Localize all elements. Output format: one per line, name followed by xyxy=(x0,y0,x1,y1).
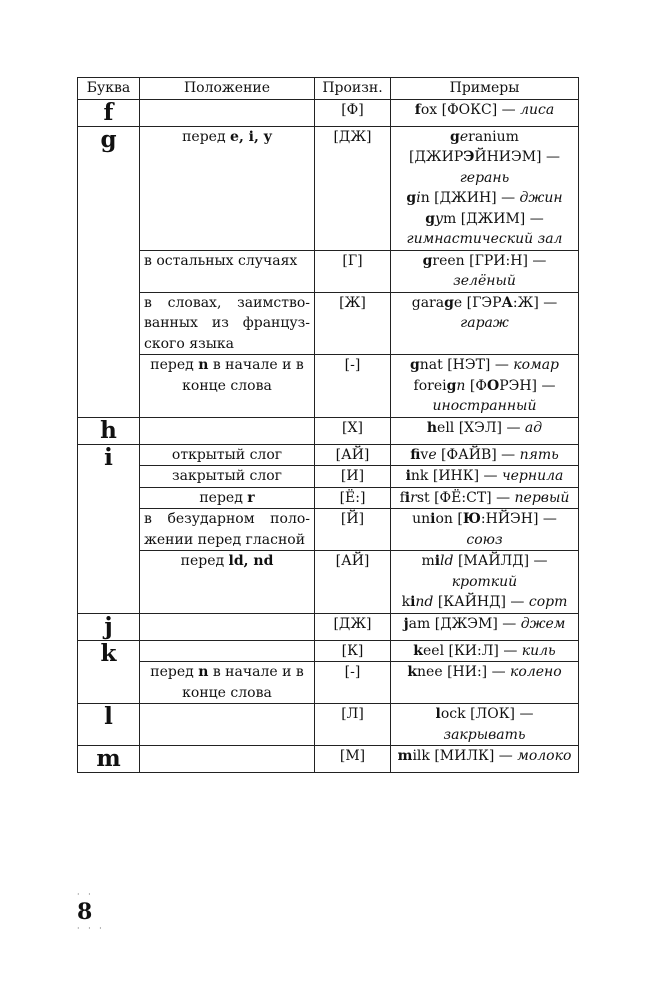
example-part: v xyxy=(420,446,429,463)
example-part: nee [НИ:] — xyxy=(417,664,511,680)
position-part: e, i, y xyxy=(230,128,272,145)
position-cell xyxy=(140,487,315,509)
example-part: f xyxy=(399,489,405,506)
position-cell xyxy=(140,613,315,640)
example-part: Э xyxy=(463,149,475,165)
pronunciation-cell: [Й] xyxy=(315,509,391,551)
example-part: i xyxy=(410,594,416,610)
example-part: гараж xyxy=(460,315,509,331)
example-part: чернила xyxy=(501,468,564,484)
example-part: сорт xyxy=(528,594,568,610)
pronunciation-cell: [Л] xyxy=(315,704,391,746)
example-part: лиса xyxy=(520,101,555,118)
example-part: reen [ГРИ:Н] — xyxy=(432,252,547,269)
example-part: on [ xyxy=(435,511,463,527)
position-cell xyxy=(140,99,315,126)
example-part: ЙНИЭМ] — xyxy=(474,149,560,165)
table-row xyxy=(78,640,579,662)
example-part: кроткий xyxy=(451,573,518,590)
example-part: джем xyxy=(520,615,566,632)
examples-cell xyxy=(391,126,579,250)
example-part: m [ДЖИМ] — xyxy=(442,210,544,227)
example-part: ranium [ДЖИР xyxy=(409,128,519,165)
position-part: n xyxy=(198,664,209,680)
example-part: :Ж] — xyxy=(512,294,558,311)
example-part: e xyxy=(459,128,469,145)
position-part: r xyxy=(247,489,255,506)
examples-cell xyxy=(391,466,579,488)
pronunciation-cell: [Ё:] xyxy=(315,487,391,509)
example-part: союз xyxy=(466,531,503,548)
examples-cell xyxy=(391,509,579,551)
examples-cell xyxy=(391,487,579,509)
example-part: k xyxy=(413,642,423,659)
position-part: в словах, заимствованных из французского языка xyxy=(144,294,310,352)
position-cell xyxy=(140,509,315,551)
pronunciation-cell: [АЙ] xyxy=(315,444,391,466)
example-part: герань xyxy=(459,169,510,186)
position-cell xyxy=(140,466,315,488)
position-cell xyxy=(140,746,315,773)
example-part: n [ДЖИН] — xyxy=(420,190,520,206)
example-line xyxy=(395,355,574,376)
table-body xyxy=(78,99,579,773)
example-line xyxy=(395,466,574,487)
example-part: РЭН] — xyxy=(499,377,556,394)
position-cell xyxy=(140,662,315,704)
position-cell xyxy=(140,292,315,355)
page-ornament-bottom: · · · xyxy=(77,924,105,933)
table-row xyxy=(78,466,579,488)
example-part: О xyxy=(486,377,500,394)
example-part: h xyxy=(426,419,438,436)
example-line xyxy=(395,188,574,209)
examples-cell xyxy=(391,551,579,614)
examples-cell xyxy=(391,99,579,126)
table-row xyxy=(78,551,579,614)
example-line xyxy=(395,662,574,683)
example-part: g xyxy=(450,128,460,145)
table-row xyxy=(78,250,579,292)
position-part: в остальных случаях xyxy=(144,252,298,269)
example-part: nat [НЭТ] — xyxy=(419,357,514,373)
position-cell xyxy=(140,704,315,746)
example-line xyxy=(395,376,574,417)
example-part: r xyxy=(410,489,417,506)
example-part: m xyxy=(421,553,435,569)
example-part: eel [КИ:Л] — xyxy=(423,642,522,659)
examples-cell xyxy=(391,250,579,292)
example-part: k xyxy=(401,594,411,610)
example-part: am [ДЖЭМ] — xyxy=(408,615,521,632)
example-part: nk [ИНК] — xyxy=(410,468,502,484)
example-part: nd xyxy=(415,594,434,610)
pronunciation-cell: [АЙ] xyxy=(315,551,391,614)
pronunciation-cell: [Ж] xyxy=(315,292,391,355)
letter-cell-h: h xyxy=(78,417,140,444)
pronunciation-cell: [Х] xyxy=(315,417,391,444)
position-part: перед xyxy=(182,128,231,145)
example-part: Ю xyxy=(462,511,481,527)
examples-cell xyxy=(391,355,579,418)
example-part: f xyxy=(414,101,421,118)
example-part: гимнастический зал xyxy=(406,231,563,247)
position-part: перед xyxy=(180,553,229,569)
example-line xyxy=(395,551,574,592)
example-part: forei xyxy=(413,377,447,394)
example-part: ад xyxy=(524,419,543,436)
example-part: ilk [МИЛК] — xyxy=(412,748,518,764)
pronunciation-cell: [Ф] xyxy=(315,99,391,126)
example-line xyxy=(395,746,574,767)
pronunciation-cell: [ДЖ] xyxy=(315,613,391,640)
position-cell xyxy=(140,551,315,614)
example-part: g xyxy=(406,190,417,206)
example-part: g xyxy=(446,377,457,394)
example-part: [МАЙЛД] — xyxy=(453,553,548,569)
table-row xyxy=(78,444,579,466)
example-line xyxy=(395,100,574,121)
example-line xyxy=(395,293,574,334)
example-part: комар xyxy=(513,357,560,373)
position-cell xyxy=(140,640,315,662)
examples-cell xyxy=(391,417,579,444)
example-part: ld xyxy=(440,553,454,569)
example-part: e xyxy=(428,446,437,463)
example-line xyxy=(395,509,574,550)
letter-cell-m: m xyxy=(78,746,140,773)
table-row xyxy=(78,126,579,250)
letter-cell-l: l xyxy=(78,704,140,746)
example-part: молоко xyxy=(517,748,572,764)
example-part: n xyxy=(456,377,466,394)
letter-cell-g: g xyxy=(78,126,140,417)
table-row xyxy=(78,613,579,640)
letter-cell-f: f xyxy=(78,99,140,126)
example-part: g xyxy=(444,294,454,311)
example-part: j xyxy=(403,615,409,632)
example-part: m xyxy=(397,748,413,764)
examples-cell xyxy=(391,746,579,773)
pronunciation-cell: [М] xyxy=(315,746,391,773)
header-pronunciation: Произн. xyxy=(315,78,391,100)
example-part: А xyxy=(501,294,513,311)
pronunciation-cell: [ДЖ] xyxy=(315,126,391,250)
example-part: первый xyxy=(514,489,570,506)
example-part: st [ФЁ:СТ] — xyxy=(416,489,515,506)
position-part: в начале и в конце слова xyxy=(182,664,304,701)
letters-table xyxy=(77,77,579,773)
position-part: ld, nd xyxy=(228,553,274,569)
example-part: [Ф xyxy=(465,377,487,394)
examples-cell xyxy=(391,444,579,466)
position-part: n xyxy=(198,357,209,373)
table-row xyxy=(78,487,579,509)
examples-cell xyxy=(391,640,579,662)
position-cell xyxy=(140,126,315,250)
example-part: i xyxy=(416,190,421,206)
table-row xyxy=(78,704,579,746)
example-part: [КАЙНД] — xyxy=(433,594,529,610)
example-line xyxy=(395,704,574,745)
table-header-row xyxy=(78,78,579,100)
pronunciation-cell: [-] xyxy=(315,355,391,418)
table-row xyxy=(78,509,579,551)
position-part: открытый слог xyxy=(171,446,283,463)
header-examples: Примеры xyxy=(391,78,579,100)
example-line xyxy=(395,418,574,439)
example-line xyxy=(395,614,574,635)
header-letter: Буква xyxy=(78,78,140,100)
page-ornament-top: · · xyxy=(77,890,94,899)
position-cell xyxy=(140,250,315,292)
position-part: закрытый слог xyxy=(171,468,282,484)
table-row xyxy=(78,355,579,418)
example-part: l xyxy=(435,706,441,722)
pronunciation-cell: [И] xyxy=(315,466,391,488)
example-line xyxy=(395,127,574,189)
example-part: колено xyxy=(510,664,562,680)
table-row xyxy=(78,99,579,126)
letter-cell-i: i xyxy=(78,444,140,613)
example-part: g xyxy=(409,357,420,373)
example-part: ox [ФОКС] — xyxy=(420,101,521,118)
pronunciation-cell: [-] xyxy=(315,662,391,704)
example-part: e [ГЭР xyxy=(453,294,502,311)
position-cell xyxy=(140,444,315,466)
example-part: fi xyxy=(410,446,421,463)
example-part: пять xyxy=(519,446,559,463)
position-cell xyxy=(140,417,315,444)
example-line xyxy=(395,488,574,509)
example-part: [ФАЙВ] — xyxy=(436,446,520,463)
example-line xyxy=(395,445,574,466)
position-part: в начале и в конце слова xyxy=(182,357,304,394)
letter-cell-j: j xyxy=(78,613,140,640)
example-line xyxy=(395,209,574,250)
page-number: 8 xyxy=(77,899,93,925)
position-part: перед xyxy=(199,489,248,506)
table-row xyxy=(78,292,579,355)
example-part: k xyxy=(407,664,418,680)
example-part: un xyxy=(412,511,431,527)
letter-cell-k: k xyxy=(78,640,140,704)
example-part: джин xyxy=(519,190,563,206)
table-row xyxy=(78,662,579,704)
position-part: перед xyxy=(150,357,199,373)
position-part: перед xyxy=(150,664,199,680)
example-line xyxy=(395,641,574,662)
example-part: ell [ХЭЛ] — xyxy=(437,419,525,436)
example-part: i xyxy=(430,511,436,527)
example-part: :НЙЭН] — xyxy=(480,511,557,527)
table-row xyxy=(78,746,579,773)
example-part: иностранный xyxy=(432,398,537,414)
pronunciation-cell: [Г] xyxy=(315,250,391,292)
example-part: g xyxy=(425,210,436,227)
example-part: i xyxy=(434,553,441,569)
pronunciation-cell: [К] xyxy=(315,640,391,662)
example-part: закрывать xyxy=(443,726,526,743)
example-part: зелёный xyxy=(453,273,516,289)
position-part: в безударном положении перед гласной xyxy=(144,511,310,548)
examples-cell xyxy=(391,292,579,355)
example-part: g xyxy=(422,252,433,269)
header-position: Положение xyxy=(140,78,315,100)
example-part: i xyxy=(404,489,411,506)
table-row xyxy=(78,417,579,444)
example-part: киль xyxy=(521,642,556,659)
position-cell xyxy=(140,355,315,418)
example-part: i xyxy=(405,468,411,484)
example-line xyxy=(395,251,574,292)
example-part: gara xyxy=(411,294,445,311)
examples-cell xyxy=(391,662,579,704)
example-line xyxy=(395,592,574,613)
example-part: y xyxy=(435,210,443,227)
examples-cell xyxy=(391,704,579,746)
examples-cell xyxy=(391,613,579,640)
example-part: ock [ЛОК] — xyxy=(440,706,534,722)
